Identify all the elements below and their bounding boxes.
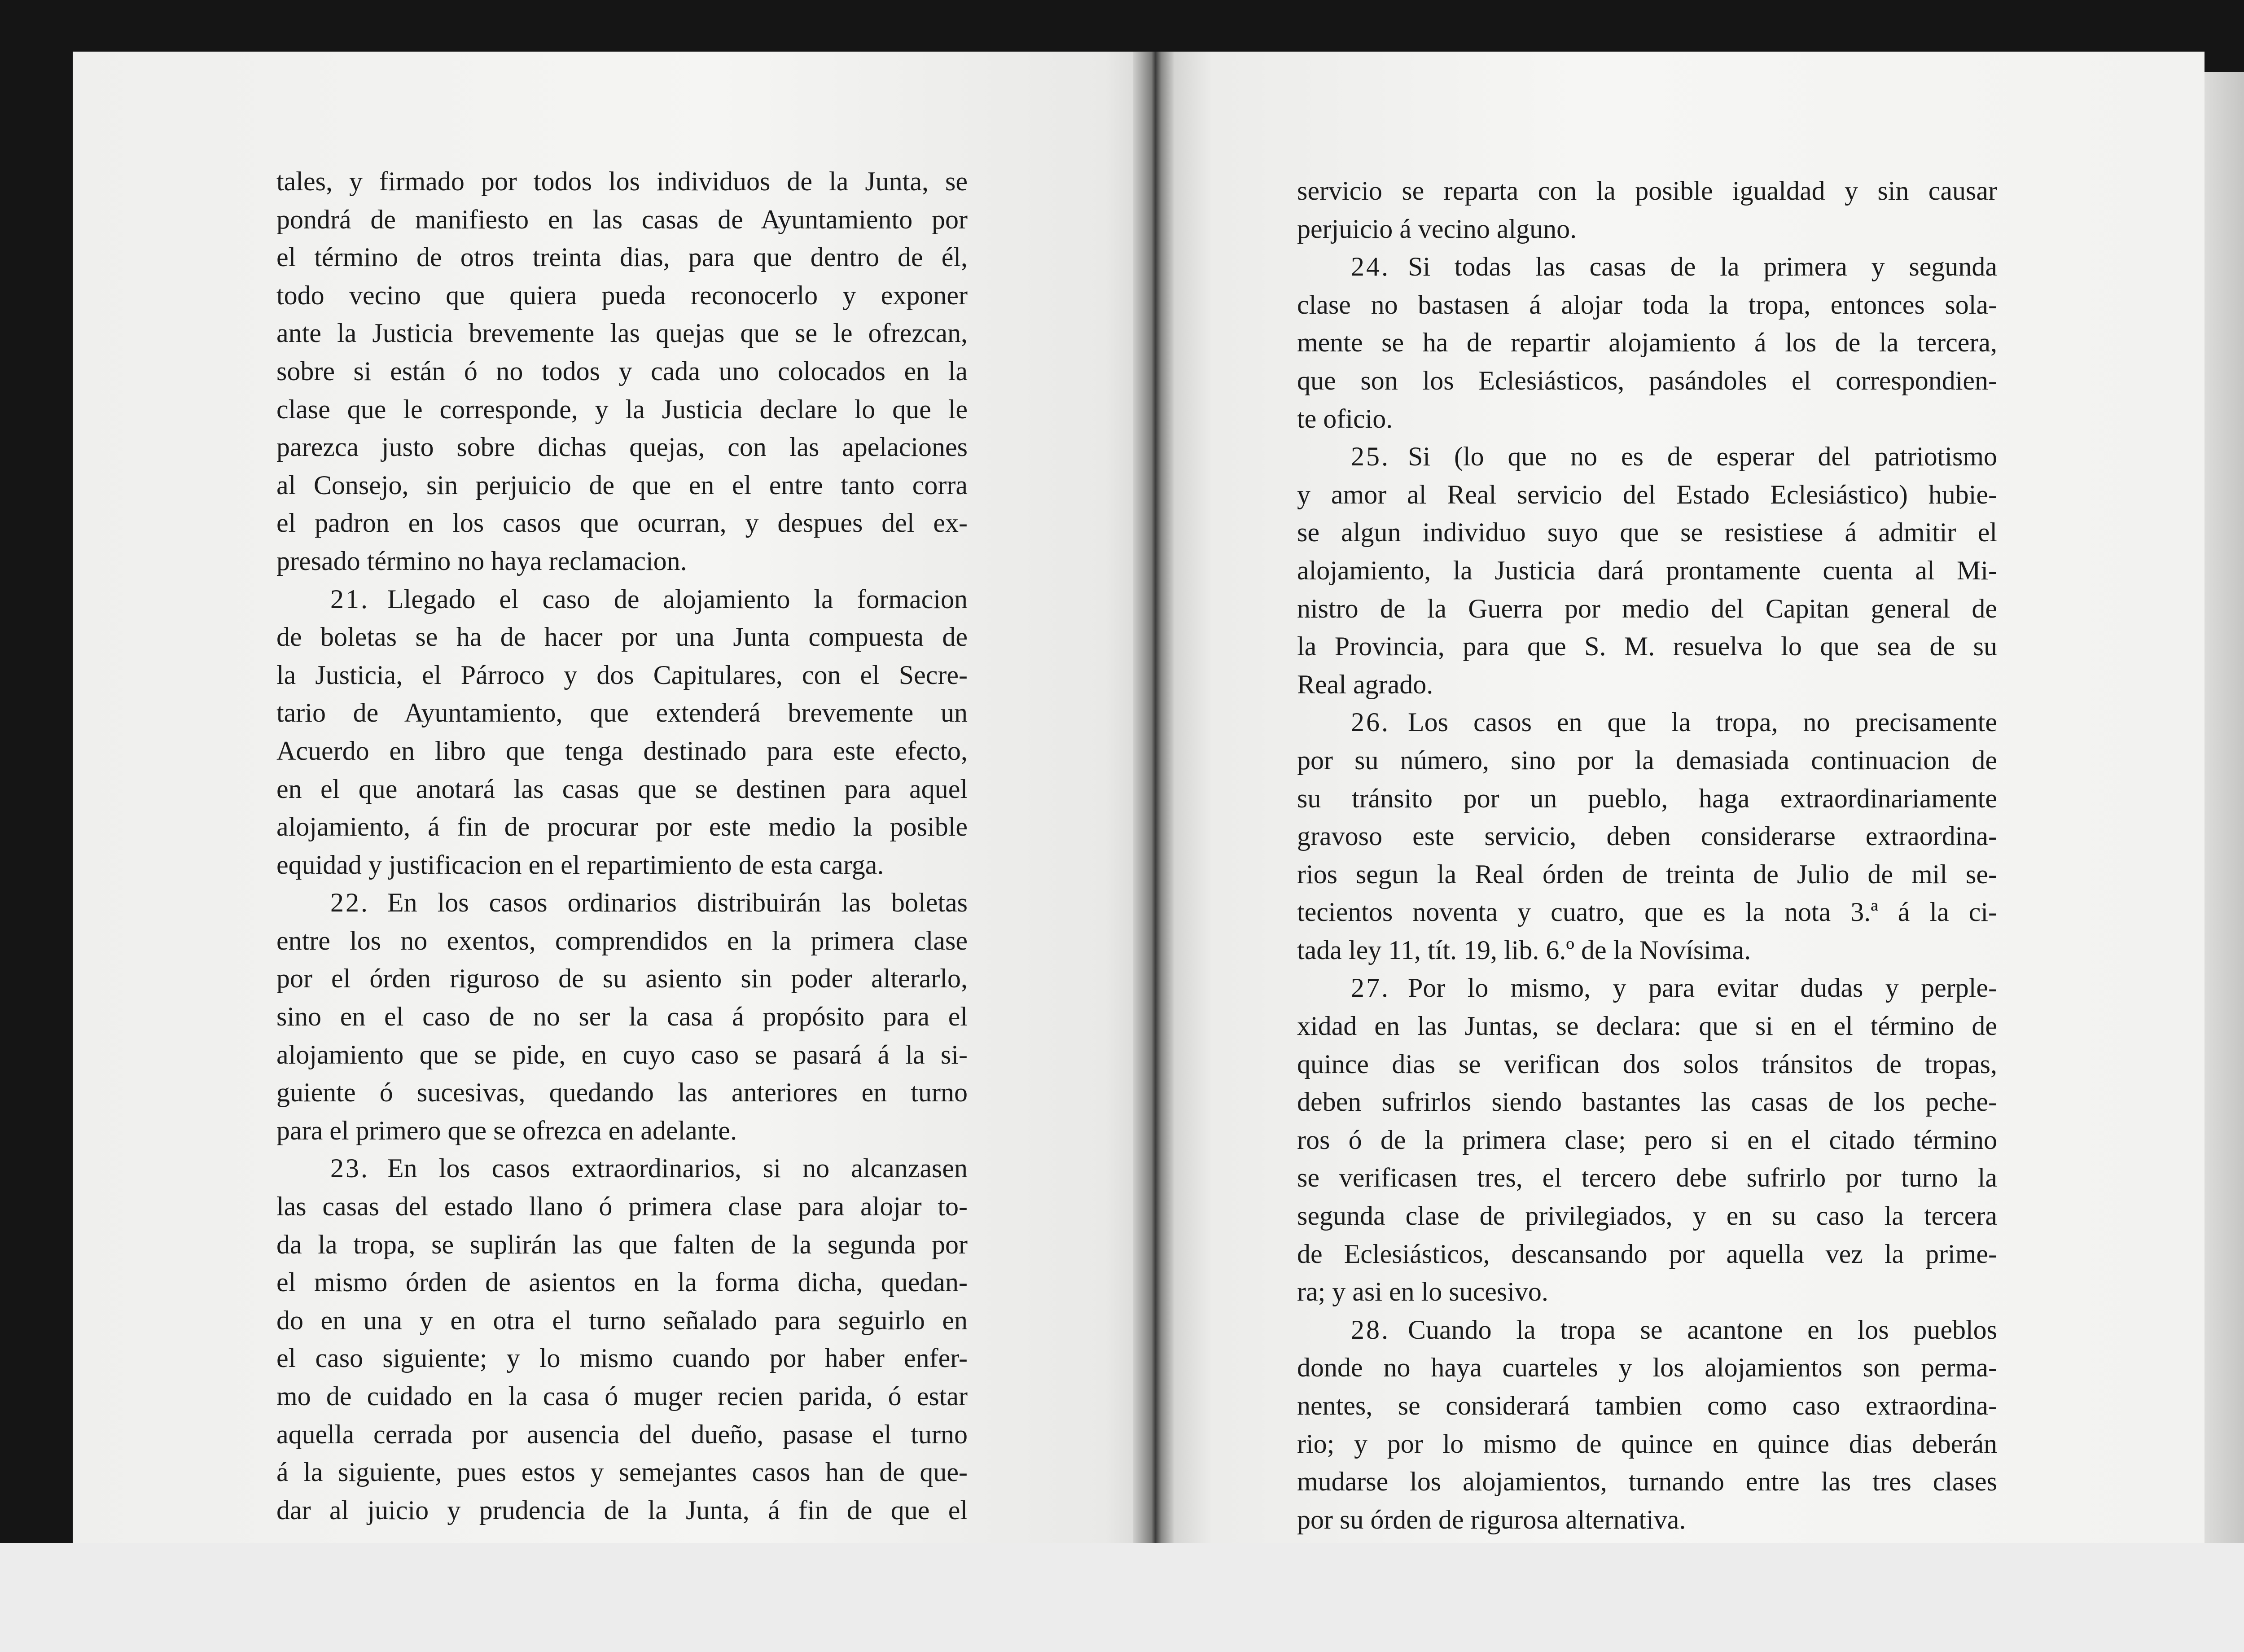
line-text: nistro de la Guerra por medio del Capitan general de (1297, 593, 1997, 623)
line-text: todo vecino que quiera pueda reconocerlo y exponer (276, 280, 968, 310)
text-line (276, 884, 968, 922)
text-line (276, 618, 968, 656)
line-text: ros ó de la primera clase; pero si en el citado término (1297, 1125, 1997, 1155)
line-text: equidad y justificacion en el repartimiento de esta carga. (276, 850, 884, 880)
line-text: En los casos extraordinarios, si no alcanzasen (387, 1153, 968, 1183)
text-line (1297, 552, 1997, 590)
text-line (276, 201, 968, 239)
right-page-text (1297, 172, 1997, 1538)
line-text: nentes, se considerará tambien como caso extraordina- (1297, 1391, 1997, 1420)
section-number: 21. (330, 584, 369, 614)
line-text: Real agrado. (1297, 669, 1433, 699)
line-text: á la siguiente, pues estos y semejantes casos han de que- (276, 1457, 968, 1487)
line-text: las casas del estado llano ó primera clase para alojar to- (276, 1192, 968, 1222)
line-text: parezca justo sobre dichas quejas, con las apelaciones (276, 432, 968, 462)
line-text: por el órden riguroso de su asiento sin poder alterarlo, (276, 964, 968, 994)
line-text: entre los no exentos, comprendidos en la primera clase (276, 925, 968, 955)
line-text: la Provincia, para que S. M. resuelva lo que sea de su (1297, 631, 1997, 662)
text-line (276, 1301, 968, 1340)
text-line (1297, 210, 1997, 248)
line-text: Si (lo que no es de esperar del patriotismo (1408, 442, 1997, 472)
line-text: al Consejo, sin perjuicio de que en el entre tanto corra (276, 470, 968, 500)
text-line (276, 276, 968, 315)
left-page-text (276, 162, 968, 1529)
line-text: mente se ha de repartir alojamiento á los de la tercera, (1297, 328, 1997, 358)
text-line (276, 1453, 968, 1491)
text-line (276, 238, 968, 276)
text-line (276, 808, 968, 846)
text-line (1297, 893, 1997, 931)
line-text: donde no haya cuarteles y los alojamientos son perma- (1297, 1353, 1997, 1383)
line-text: En los casos ordinarios distribuirán las boletas (387, 888, 968, 918)
line-text: tada ley 11, tít. 19, lib. 6.º de la Novísima. (1297, 935, 1751, 965)
line-text: en el que anotará las casas que se destinen para aquel (276, 774, 968, 804)
line-text: y amor al Real servicio del Estado Eclesiástico) hubie- (1297, 479, 1997, 509)
next-page-edge (2205, 72, 2244, 1543)
text-line (1297, 1311, 1997, 1349)
line-text: gravoso este servicio, deben considerarse extraordina- (1297, 821, 1997, 851)
text-line (1297, 286, 1997, 324)
line-text: que son los Eclesiásticos, pasándoles el correspondien- (1297, 365, 1997, 395)
text-line (1297, 248, 1997, 286)
text-line (1297, 969, 1997, 1007)
text-line (1297, 1349, 1997, 1387)
text-line (276, 1377, 968, 1415)
line-text: por su órden de rigurosa alternativa. (1297, 1504, 1686, 1534)
text-line (276, 1491, 968, 1529)
text-line (276, 732, 968, 770)
text-line (1297, 1007, 1997, 1045)
text-line (276, 694, 968, 732)
line-text: aquella cerrada por ausencia del dueño, pasase el turno (276, 1419, 968, 1449)
line-text: clase no bastasen á alojar toda la tropa, entonces sola- (1297, 289, 1997, 320)
line-text: segunda clase de privilegiados, y en su caso la tercera (1297, 1201, 1997, 1231)
text-line (1297, 931, 1997, 969)
section-number: 26. (1351, 707, 1390, 737)
text-line (1297, 172, 1997, 210)
text-line (276, 162, 968, 201)
text-line (276, 1074, 968, 1112)
text-line (1297, 1083, 1997, 1121)
line-text: Si todas las casas de la primera y segunda (1408, 252, 1997, 282)
section-number: 24. (1351, 252, 1390, 282)
text-line (276, 1112, 968, 1150)
line-text: da la tropa, se suplirán las que falten de la segunda por (276, 1229, 968, 1259)
line-text: rio; y por lo mismo de quince en quince dias deberán (1297, 1429, 1997, 1459)
line-text: te oficio. (1297, 403, 1393, 434)
text-line (1297, 1159, 1997, 1197)
section-number: 28. (1351, 1315, 1390, 1345)
text-line (1297, 741, 1997, 780)
text-line (276, 998, 968, 1036)
text-line (276, 428, 968, 466)
text-line (276, 1149, 968, 1188)
line-text: sobre si están ó no todos y cada uno colocados en la (276, 356, 968, 386)
text-line (276, 922, 968, 960)
line-text: de Eclesiásticos, descansando por aquella vez la prime- (1297, 1239, 1997, 1269)
line-text: ante la Justicia brevemente las quejas que se le ofrezcan, (276, 318, 968, 348)
text-line (1297, 362, 1997, 400)
text-line (1297, 1273, 1997, 1311)
line-text: alojamiento que se pide, en cuyo caso se pasará á la si- (276, 1039, 968, 1069)
section-number: 25. (1351, 442, 1390, 472)
section-number: 27. (1351, 973, 1390, 1003)
line-text: presado término no haya reclamacion. (276, 546, 687, 576)
line-text: rios segun la Real órden de treinta de Julio de mil se- (1297, 859, 1997, 889)
text-line (276, 846, 968, 884)
line-text: de boletas se ha de hacer por una Junta compuesta de (276, 622, 968, 652)
text-line (1297, 1121, 1997, 1159)
line-text: guiente ó sucesivas, quedando las anteriores en turno (276, 1078, 968, 1108)
text-line (1297, 1501, 1997, 1539)
text-line (276, 352, 968, 390)
line-text: xidad en las Juntas, se declara: que si en el término de (1297, 1011, 1997, 1041)
line-text: para el primero que se ofrezca en adelante. (276, 1115, 737, 1145)
text-line (1297, 855, 1997, 894)
line-text: do en una y en otra el turno señalado para seguirlo en (276, 1305, 968, 1335)
text-line (1297, 703, 1997, 741)
line-text: por su número, sino por la demasiada continuacion de (1297, 745, 1997, 775)
line-text: alojamiento, á fin de procurar por este medio la posible (276, 812, 968, 842)
text-line (1297, 666, 1997, 704)
line-text: quince dias se verifican dos solos tránsitos de tropas, (1297, 1049, 1997, 1079)
text-line (1297, 476, 1997, 514)
line-text: tecientos noventa y cuatro, que es la nota 3.ª á la ci- (1297, 897, 1997, 927)
text-line (1297, 1463, 1997, 1501)
line-text: Los casos en que la tropa, no precisamente (1408, 707, 1997, 737)
text-line (276, 960, 968, 998)
text-line (276, 1263, 968, 1301)
text-line (276, 656, 968, 694)
line-text: dar al juicio y prudencia de la Junta, á fin de que el (276, 1495, 968, 1525)
text-line (1297, 780, 1997, 818)
line-text: tario de Ayuntamiento, que extenderá brevemente un (276, 698, 968, 728)
text-line (276, 314, 968, 352)
line-text: ra; y asi en lo sucesivo. (1297, 1277, 1548, 1307)
line-text: mudarse los alojamientos, turnando entre las tres clases (1297, 1467, 1997, 1497)
line-text: Por lo mismo, y para evitar dudas y perple- (1408, 973, 1997, 1003)
text-line (1297, 590, 1997, 628)
text-line (276, 1036, 968, 1074)
text-line (276, 1188, 968, 1226)
text-line (1297, 1425, 1997, 1463)
text-line (276, 580, 968, 618)
line-text: se algun individuo suyo que se resistiese á admitir el (1297, 517, 1997, 548)
line-text: pondrá de manifiesto en las casas de Ayuntamiento por (276, 204, 968, 234)
text-line (1297, 1045, 1997, 1083)
text-line (276, 390, 968, 429)
line-text: perjuicio á vecino alguno. (1297, 214, 1577, 244)
text-line (1297, 627, 1997, 666)
line-text: el caso siguiente; y lo mismo cuando por haber enfer- (276, 1343, 968, 1373)
text-line (276, 466, 968, 504)
text-line (1297, 400, 1997, 438)
line-text: Acuerdo en libro que tenga destinado para este efecto, (276, 736, 968, 766)
line-text: alojamiento, la Justicia dará prontamente cuenta al Mi- (1297, 555, 1997, 585)
line-text: Llegado el caso de alojamiento la formacion (387, 584, 968, 614)
line-text: sino en el caso de no ser la casa á propósito para el (276, 1002, 968, 1032)
line-text: el término de otros treinta dias, para que dentro de él, (276, 242, 968, 272)
section-number: 22. (330, 888, 369, 918)
line-text: clase que le corresponde, y la Justicia declare lo que le (276, 394, 968, 424)
text-line (1297, 1197, 1997, 1235)
line-text: la Justicia, el Párroco y dos Capitulares, con el Secre- (276, 660, 968, 690)
text-line (1297, 1387, 1997, 1425)
text-line (276, 770, 968, 808)
line-text: el mismo órden de asientos en la forma dicha, quedan- (276, 1267, 968, 1297)
text-line (1297, 513, 1997, 552)
text-line (276, 1415, 968, 1454)
line-text: Cuando la tropa se acantone en los pueblos (1408, 1315, 1997, 1345)
line-text: su tránsito por un pueblo, haga extraordinariamente (1297, 783, 1997, 813)
text-line (276, 1339, 968, 1377)
text-line (276, 504, 968, 542)
text-line (1297, 438, 1997, 476)
section-number: 23. (330, 1153, 369, 1183)
text-line (1297, 1235, 1997, 1273)
line-text: servicio se reparta con la posible igualdad y sin causar (1297, 176, 1997, 206)
book-gutter (1133, 52, 1174, 1543)
text-line (1297, 324, 1997, 362)
line-text: se verificasen tres, el tercero debe sufrirlo por turno la (1297, 1163, 1997, 1193)
line-text: deben sufrirlos siendo bastantes las casas de los peche- (1297, 1087, 1997, 1117)
text-line (1297, 817, 1997, 855)
line-text: tales, y firmado por todos los individuos de la Junta, se (276, 167, 968, 196)
text-line (276, 542, 968, 580)
text-line (276, 1226, 968, 1264)
line-text: el padron en los casos que ocurran, y despues del ex- (276, 508, 968, 538)
line-text: mo de cuidado en la casa ó muger recien parida, ó estar (276, 1381, 968, 1411)
